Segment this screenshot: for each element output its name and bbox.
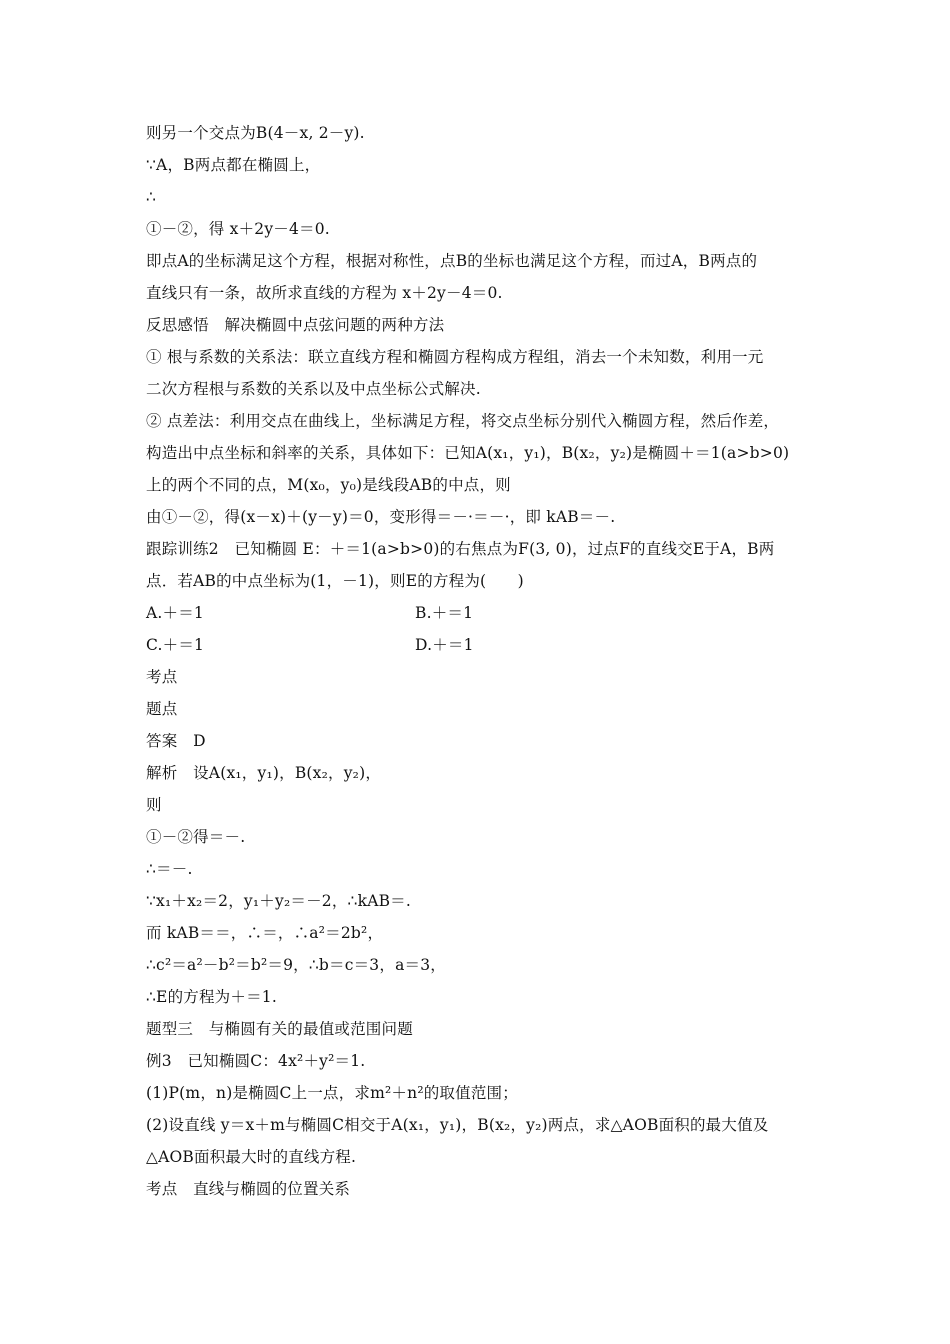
text-line: 由①－②，得(x－x)＋(y－y)＝0，变形得＝－·＝－·，即 kAB＝－. xyxy=(146,508,616,526)
option-a: A.＋＝1 xyxy=(146,604,204,622)
text-line: ② 点差法：利用交点在曲线上，坐标满足方程，将交点坐标分别代入椭圆方程，然后作差， xyxy=(146,412,780,430)
text-line: ∵x₁＋x₂＝2，y₁＋y₂＝－2，∴kAB＝. xyxy=(146,892,412,910)
text-line: (1)P(m，n)是椭圆C上一点，求m²＋n²的取值范围； xyxy=(146,1084,518,1102)
text-line: ①－②，得 x＋2y－4＝0. xyxy=(146,220,330,238)
text-line: (2)设直线 y＝x＋m与椭圆C相交于A(x₁，y₁)，B(x₂，y₂)两点，求△AOB面积的最大值及 xyxy=(146,1116,769,1134)
text-line: 则另一个交点为B(4－x, 2－y). xyxy=(146,124,365,142)
text-line: 题点 xyxy=(146,700,178,718)
answer-line: 答案 D xyxy=(146,732,206,750)
text-line: 则 xyxy=(146,796,162,814)
option-b: B.＋＝1 xyxy=(415,604,474,622)
option-d: D.＋＝1 xyxy=(415,636,474,654)
text-line: ∴ xyxy=(146,188,157,206)
text-line: 即点A的坐标满足这个方程，根据对称性，点B的坐标也满足这个方程，而过A，B两点的 xyxy=(146,252,758,270)
text-line: 考点 直线与椭圆的位置关系 xyxy=(146,1180,351,1198)
text-line: 上的两个不同的点，M(x₀，y₀)是线段AB的中点，则 xyxy=(146,476,511,494)
text-line: ① 根与系数的关系法：联立直线方程和椭圆方程构成方程组，消去一个未知数，利用一元 xyxy=(146,348,764,366)
text-line: 考点 xyxy=(146,668,178,686)
section-heading: 题型三 与椭圆有关的最值或范围问题 xyxy=(146,1020,413,1038)
text-line: ①－②得＝－. xyxy=(146,828,246,846)
text-line: 直线只有一条，故所求直线的方程为 x＋2y－4＝0. xyxy=(146,284,503,302)
example-heading: 例3 已知椭圆C：4x²＋y²＝1. xyxy=(146,1052,366,1070)
section-heading: 反思感悟 解决椭圆中点弦问题的两种方法 xyxy=(146,316,445,334)
text-line: ∵A，B两点都在椭圆上， xyxy=(146,156,321,174)
text-line: 二次方程根与系数的关系以及中点坐标公式解决. xyxy=(146,380,481,398)
text-line: ∴＝－. xyxy=(146,860,193,878)
text-line: 而 kAB＝＝，∴＝，∴a²＝2b²， xyxy=(146,924,384,942)
text-line: △AOB面积最大时的直线方程. xyxy=(146,1148,357,1166)
option-c: C.＋＝1 xyxy=(146,636,205,654)
text-line: ∴E的方程为＋＝1. xyxy=(146,988,277,1006)
exercise-heading: 跟踪训练2 已知椭圆 E：＋＝1(a>b>0)的右焦点为F(3, 0)，过点F的直线交E于A，B两 xyxy=(146,540,775,558)
text-line: ∴c²＝a²－b²＝b²＝9，∴b＝c＝3，a＝3， xyxy=(146,956,446,974)
text-line: 构造出中点坐标和斜率的关系，具体如下：已知A(x₁，y₁)，B(x₂，y₂)是椭圆＋＝1(a>b>0) xyxy=(146,444,790,462)
text-line: 点．若AB的中点坐标为(1，－1)，则E的方程为( ) xyxy=(146,572,524,590)
text-line: 解析 设A(x₁，y₁)，B(x₂，y₂)， xyxy=(146,764,382,782)
